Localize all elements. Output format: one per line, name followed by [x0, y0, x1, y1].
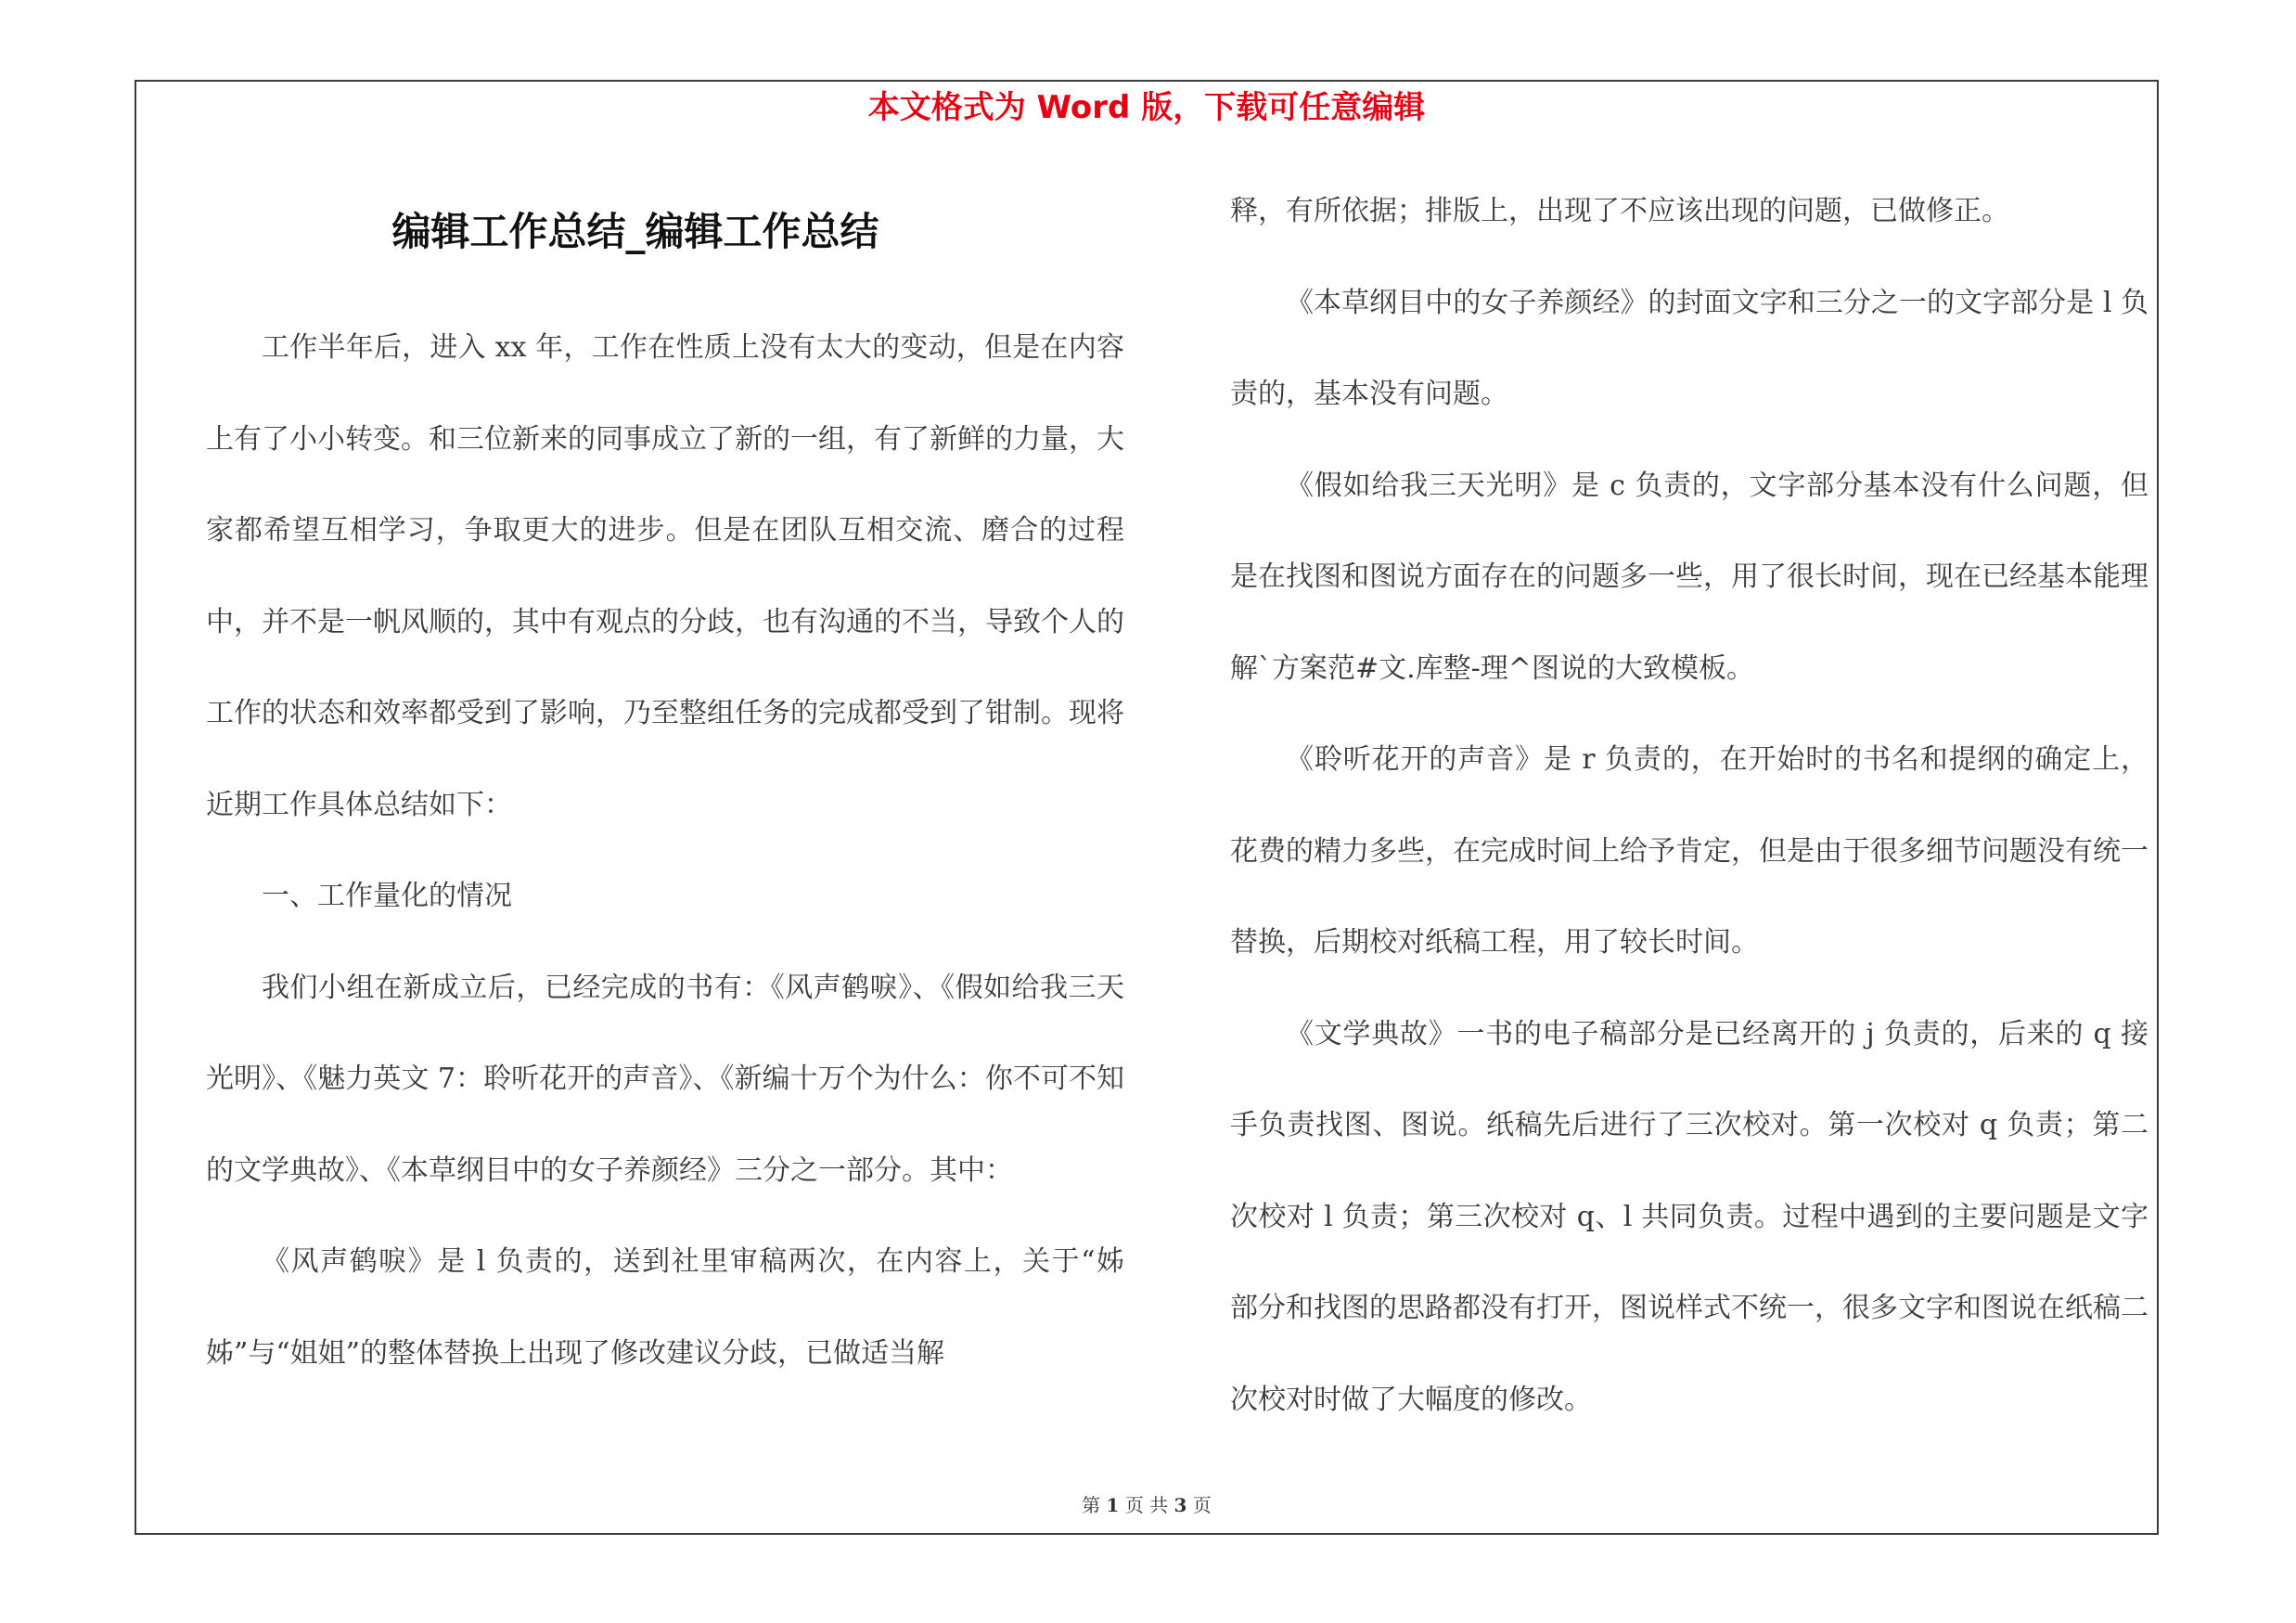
- right-column: [1230, 166, 2148, 1446]
- footer-prefix: 第: [1082, 1494, 1101, 1516]
- paragraph-fengsheng-continued: 释，有所依据；排版上，出现了不应该出现的问题，已做修正。: [1230, 195, 2009, 227]
- footer-suffix: 页: [1192, 1494, 1212, 1516]
- section-heading-workload: 一、工作量化的情况: [262, 880, 512, 912]
- paragraph-books-completed: 我们小组在新成立后，已经完成的书有：《风声鹤唳》、《假如给我三天光明》、《魅力英文 7：聆听花开的声音》、《新编十万个为什么：你不可不知的文学典故》、《本草纲目中的女子养颜经》三分之一部分。其中：: [206, 971, 1124, 1187]
- word-format-banner: 本文格式为 Word 版，下载可任意编辑: [867, 89, 1426, 126]
- paragraph-literary-allusions: 《文学典故》一书的电子稿部分是已经离开的 j 负责的，后来的 q 接手负责找图、图说。纸稿先后进行了三次校对。第一次校对 q 负责；第二次校对 l 负责；第三次校对 q、l 共同负责。过程中遇到的主要问题是文字部分和找图的思路都没有打开，图说样式不统一，很多文字和图说在纸稿二次校对时做了大幅度的修改。: [1230, 1017, 2148, 1416]
- page-footer: [135, 1492, 2159, 1518]
- current-page-number: 1: [1106, 1494, 1120, 1516]
- paragraph-three-days: 《假如给我三天光明》是 c 负责的，文字部分基本没有什么问题，但是在找图和图说方面存在的问题多一些，用了很长时间，现在已经基本能理解`方案范#文.库整-理^图说的大致模板。: [1230, 469, 2148, 685]
- total-page-count: 3: [1174, 1494, 1187, 1516]
- paragraph-fengsheng: 《风声鹤唳》是 l 负责的，送到社里审稿两次，在内容上，关于“姊姊”与“姐姐”的整体替换上出现了修改建议分歧，已做适当解: [206, 1245, 1124, 1370]
- footer-middle: 页 共: [1124, 1494, 1169, 1516]
- paragraph-bencao: 《本草纲目中的女子养颜经》的封面文字和三分之一的文字部分是 l 负责的，基本没有问题。: [1230, 286, 2148, 410]
- left-column: [206, 303, 1124, 1399]
- document-title: 编辑工作总结_编辑工作总结: [391, 209, 879, 254]
- paragraph-flowers: 《聆听花开的声音》是 r 负责的，在开始时的书名和提纲的确定上，花费的精力多些，在完成时间上给予肯定，但是由于很多细节问题没有统一替换，后期校对纸稿工程，用了较长时间。: [1230, 743, 2148, 959]
- paragraph-intro: 工作半年后，进入 xx 年，工作在性质上没有太大的变动，但是在内容上有了小小转变。和三位新来的同事成立了新的一组，有了新鲜的力量，大家都希望互相学习，争取更大的进步。但是在团队互相交流、磨合的过程中，并不是一帆风顺的，其中有观点的分歧，也有沟通的不当，导致个人的工作的状态和效率都受到了影响，乃至整组任务的完成都受到了钳制。现将近期工作具体总结如下：: [206, 331, 1124, 821]
